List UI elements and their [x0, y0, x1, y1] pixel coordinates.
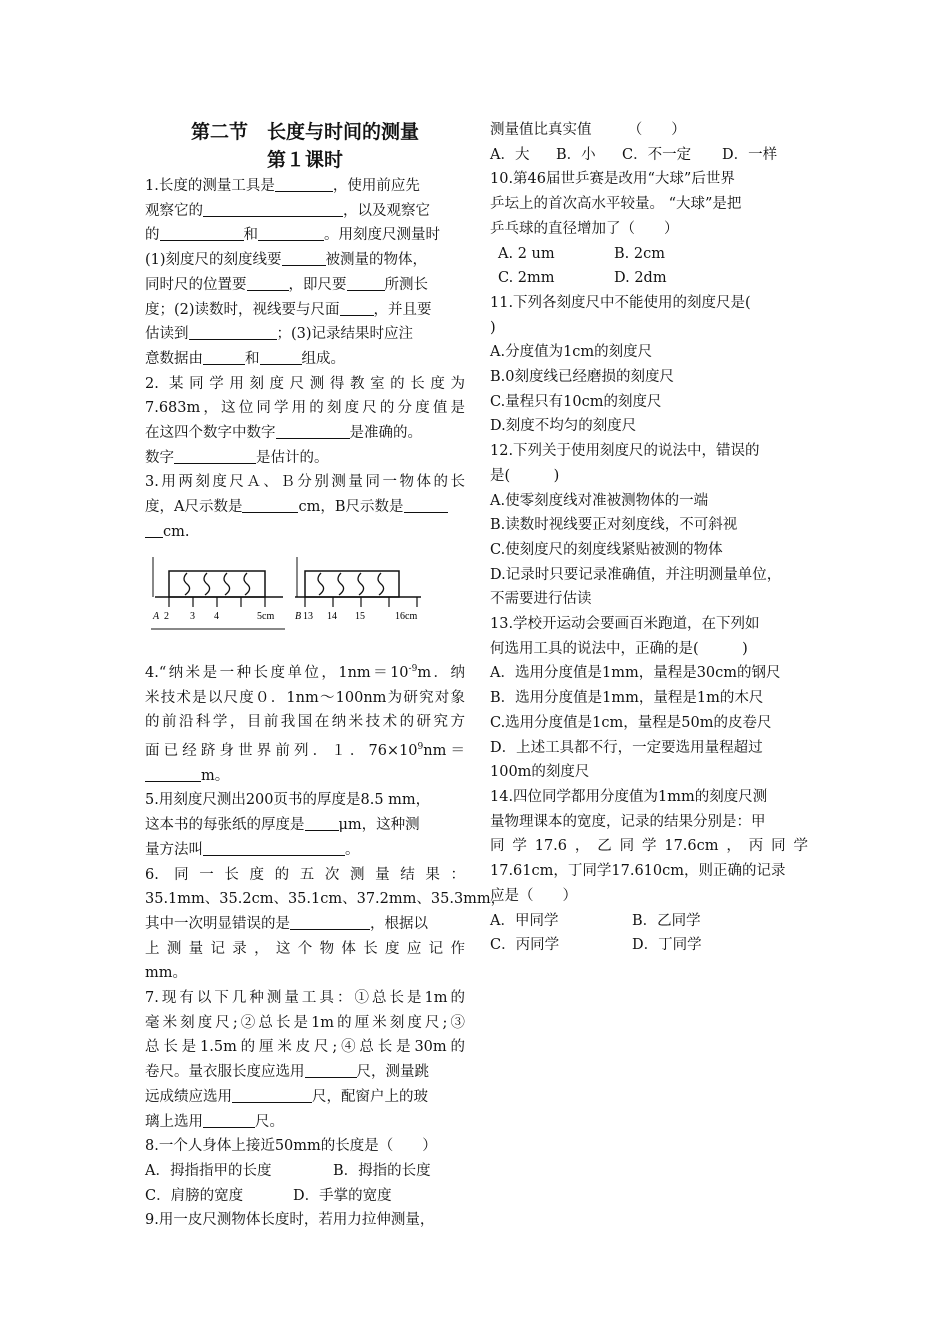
q11-option-d[interactable]: D.刻度不均匀的刻度尺 — [490, 418, 637, 435]
q9-option-c[interactable]: C．不一定 — [622, 146, 692, 163]
q5-text: μm，这种测 — [338, 817, 420, 834]
q14-text: 17.61cm，丁同学17.610cm，则正确的记录 — [490, 863, 786, 880]
ruler-b-label: B — [295, 610, 302, 622]
q7-text: 毫米刻度尺;②总长是1m的厘米刻度尺;③ — [145, 1014, 465, 1031]
q8-stem: 8.一个人身体上接近50mm的长度是（ ） — [145, 1138, 437, 1155]
q6-text: 上测量记录，这个物体长度应记作 — [145, 940, 465, 957]
object-wave-a — [244, 573, 250, 595]
page-title: 第二节 长度与时间的测量 — [190, 121, 419, 143]
object-wave-a — [204, 573, 210, 595]
ruler-diagram — [145, 553, 429, 635]
answer-blank[interactable] — [340, 300, 374, 316]
q10-text: 乒坛上的首次高水平较量。 “大球”是把 — [490, 196, 742, 213]
q1-text: ，以及观察它 — [343, 202, 430, 219]
question-2 — [145, 372, 465, 471]
q12-option-d-cont: 不需要进行估读 — [490, 591, 592, 608]
q1-text: 被测量的物体， — [325, 252, 428, 269]
q6-text: 其中一次明显错误的是 — [145, 915, 290, 932]
q2-text: 7.683m，这位同学用的刻度尺的分度值是 — [145, 400, 465, 417]
q9-option-a[interactable]: A．大 — [490, 146, 530, 163]
q7-text: 卷尺。量衣服长度应选用 — [145, 1064, 305, 1081]
q14-text: 14.四位同学都用分度值为1mm的刻度尺测 — [490, 788, 768, 805]
object-wave-b — [338, 573, 344, 595]
object-wave-a — [184, 573, 190, 595]
answer-blank[interactable] — [232, 1087, 312, 1103]
q2-text: 2. 某同学用刻度尺测得教室的长度为 — [145, 375, 465, 392]
q4-text: nm＝ — [423, 743, 465, 760]
q4-text: 4.“纳米是一种长度单位，1nm＝10 — [145, 665, 409, 682]
q7-text: 7.现有以下几种测量工具：①总长是1m的 — [145, 990, 465, 1007]
q12-option-d[interactable]: D.记录时只要记录准确值，并注明测量单位， — [490, 566, 782, 583]
q8-option-a[interactable]: A．拇指指甲的长度 — [145, 1162, 272, 1179]
q8-option-d[interactable]: D．手掌的宽度 — [293, 1187, 392, 1204]
object-wave-a — [224, 573, 230, 595]
q6-text: mm。 — [145, 965, 187, 982]
question-11 — [490, 291, 808, 439]
answer-blank[interactable] — [189, 324, 277, 340]
q12-option-a[interactable]: A.使零刻度线对准被测物体的一端 — [490, 492, 709, 509]
q6-text: ，根据以 — [370, 915, 428, 932]
q2-text: 数字 — [145, 449, 174, 466]
question-5 — [145, 788, 465, 862]
q13-text: 何选用工具的说法中，正确的是( ) — [490, 640, 748, 657]
q13-text: 13.学校开运动会要画百米跑道，在下列如 — [490, 616, 760, 633]
q1-text: ，即尺要 — [288, 276, 347, 293]
question-8 — [145, 1134, 465, 1208]
q13-option-a[interactable]: A．选用分度值是1mm，量程是30cm的钢尺 — [490, 665, 781, 682]
q1-text: 1.长度的测量工具是 — [145, 178, 275, 194]
question-14 — [490, 785, 808, 958]
q5-text: 5.用刻度尺测出200页书的厚度是8.5 mm， — [145, 792, 431, 809]
answer-blank[interactable] — [305, 815, 339, 831]
answer-blank[interactable] — [160, 225, 244, 241]
q7-text: 尺，配窗户上的玻 — [312, 1088, 428, 1105]
ruler-a-tick-label: 3 — [190, 610, 195, 622]
q14-option-c[interactable]: C．丙同学 — [490, 937, 560, 954]
q10-text: 乒乓球的直径增加了（ ） — [490, 220, 679, 237]
q13-option-d-cont: 100m的刻度尺 — [490, 764, 590, 781]
q4-text: m。 — [201, 767, 230, 784]
answer-blank[interactable] — [275, 176, 333, 192]
ruler-a — [151, 557, 285, 629]
q13-option-d[interactable]: D．上述工具都不行，一定要选用量程超过 — [490, 739, 763, 756]
q1-text: 和 — [243, 227, 258, 244]
q4-exponent: 9 — [417, 742, 424, 753]
answer-blank[interactable] — [174, 448, 256, 464]
q1-text: 观察它的 — [145, 202, 203, 219]
question-12 — [490, 439, 808, 612]
answer-blank[interactable] — [242, 497, 298, 513]
ruler-b — [295, 557, 421, 622]
q3-text: cm，B尺示数是 — [298, 499, 404, 516]
q3-text: 3.用两刻度尺Ａ、Ｂ分别测量同一物体的长 — [145, 474, 465, 491]
answer-blank[interactable] — [203, 201, 343, 217]
q14-text: 同学17.6，乙同学17.6cm，丙同学 — [490, 838, 808, 855]
answer-blank[interactable] — [203, 349, 245, 365]
q1-text: 组成。 — [301, 350, 345, 367]
q12-text: 是( ) — [490, 467, 560, 484]
answer-blank[interactable] — [347, 275, 385, 291]
q9-text: 9.用一皮尺测物体长度时，若用力拉伸测量， — [145, 1212, 435, 1229]
q2-text: 是准确的。 — [349, 425, 422, 442]
q5-text: 量方法叫 — [145, 841, 203, 858]
q9-option-d[interactable]: D．一样 — [722, 146, 778, 163]
object-wave-b — [378, 573, 384, 595]
q8-option-c[interactable]: C．肩膀的宽度 — [145, 1187, 244, 1204]
answer-blank[interactable] — [276, 423, 350, 439]
q8-option-b[interactable]: B．拇指的长度 — [333, 1162, 431, 1179]
q1-text: 同时尺的位置要 — [145, 276, 247, 293]
q9-option-b[interactable]: B．小 — [556, 146, 596, 163]
q7-text: 远成绩应选用 — [145, 1088, 232, 1105]
q4-text: 的前沿科学，目前我国在纳米技术的研究方 — [145, 714, 465, 731]
measured-object-a — [169, 571, 265, 597]
answer-blank[interactable] — [282, 250, 326, 266]
q1-text: ，并且要 — [373, 301, 432, 318]
q10-option-b[interactable]: B. 2cm — [614, 245, 665, 262]
ruler-b-tick-label: 15 — [355, 610, 365, 622]
q11-option-a[interactable]: A.分度值为1cm的刻度尺 — [490, 344, 653, 361]
q11-option-b[interactable]: B.0刻度线已经磨损的刻度尺 — [490, 369, 674, 386]
question-1 — [145, 174, 465, 372]
left-column — [145, 118, 506, 1233]
q1-text: 估读到 — [145, 326, 189, 343]
q10-text: 10.第46届世乒赛是改用“大球”后世界 — [490, 171, 735, 188]
answer-blank[interactable] — [145, 766, 201, 782]
q1-text: (1)刻度尺的刻度线要 — [145, 252, 282, 269]
answer-blank[interactable] — [305, 1062, 357, 1078]
object-wave-b — [358, 573, 364, 595]
answer-blank[interactable] — [258, 225, 324, 241]
q10-option-c[interactable]: C. 2mm — [498, 270, 555, 287]
question-10 — [490, 167, 808, 291]
answer-blank[interactable] — [260, 349, 302, 365]
ruler-b-tick-label: 16cm — [395, 610, 418, 622]
q2-text: 在这四个数字中数字 — [145, 425, 276, 442]
q9-text: 测量值比真实值 （ ） — [490, 122, 686, 138]
question-9-end — [490, 118, 808, 167]
answer-blank[interactable] — [247, 275, 289, 291]
ruler-a-tick-label: 5cm — [257, 610, 275, 622]
q11-text: 11.下列各刻度尺中不能使用的刻度尺是( — [490, 294, 751, 311]
answer-blank[interactable] — [203, 1112, 255, 1128]
q12-option-c[interactable]: C.使刻度尺的刻度线紧贴被测的物体 — [490, 541, 723, 558]
q1-text: 。用刻度尺测量时 — [324, 227, 440, 244]
page-subtitle: 第１课时 — [266, 149, 343, 171]
answer-blank[interactable] — [404, 497, 448, 513]
question-7 — [145, 986, 465, 1134]
q6-text: 35.1mm、35.2cm、35.1cm、37.2mm、35.3mm， — [145, 891, 506, 908]
q1-text: ；(3)记录结果时应注 — [276, 326, 414, 343]
q5-text: 这本书的每张纸的厚度是 — [145, 817, 305, 834]
q1-text: 和 — [245, 350, 260, 367]
q12-option-b[interactable]: B.读数时视线要正对刻度线，不可斜视 — [490, 517, 738, 534]
question-3 — [145, 470, 465, 643]
q1-text: ，使用前应先 — [332, 178, 420, 194]
ruler-b-tick-label: 13 — [303, 610, 313, 622]
q14-option-b[interactable]: B．乙同学 — [632, 912, 701, 929]
q11-text: ) — [490, 319, 496, 336]
q4-text: 面已经跻身世界前列．１．76×10 — [145, 743, 418, 760]
object-wave-b — [318, 573, 324, 595]
q10-option-a[interactable]: A. 2 um — [498, 245, 555, 262]
q7-text: 尺，测量跳 — [356, 1064, 429, 1081]
q4-exponent: -9 — [408, 664, 418, 675]
q1-text: 度；(2)读数时，视线要与尺面 — [145, 301, 340, 318]
q7-text: 璃上选用 — [145, 1113, 203, 1130]
ruler-a-label: A — [153, 610, 160, 622]
q2-text: 是估计的。 — [256, 449, 329, 466]
q14-text: 应是（ ） — [490, 887, 577, 904]
answer-blank[interactable] — [145, 522, 163, 538]
q3-text: cm. — [163, 523, 190, 540]
q13-option-b[interactable]: B．选用分度值是1mm，量程是1m的木尺 — [490, 690, 764, 707]
q1-text: 所测长 — [384, 276, 428, 293]
q12-text: 12.下列关于使用刻度尺的说法中，错误的 — [490, 443, 760, 460]
q14-option-a[interactable]: A．甲同学 — [490, 912, 559, 929]
question-6 — [145, 863, 506, 987]
q4-text: 米技术是以尺度０．1nm～100nm为研究对象 — [145, 689, 465, 706]
ruler-figure — [145, 553, 465, 644]
answer-blank[interactable] — [290, 914, 370, 930]
q1-text: 的 — [145, 227, 160, 244]
q11-option-c[interactable]: C.量程只有10cm的刻度尺 — [490, 393, 662, 410]
q14-option-d[interactable]: D．丁同学 — [632, 937, 702, 954]
question-4 — [145, 657, 465, 788]
q1-text: 意数据由 — [145, 350, 203, 367]
right-column — [490, 118, 808, 958]
ruler-a-tick-label: 4 — [214, 610, 219, 622]
q7-text: 尺。 — [255, 1113, 284, 1130]
q10-option-d[interactable]: D. 2dm — [614, 270, 667, 287]
q3-text: 度，A尺示数是 — [145, 499, 243, 516]
q14-text: 量物理课本的宽度，记录的结果分别是：甲 — [490, 813, 766, 830]
q6-text: 6. 同一长度的五次测量结果： — [145, 866, 465, 883]
question-9-start — [145, 1208, 465, 1233]
q13-option-c[interactable]: C.选用分度值是1cm，量程是50m的皮卷尺 — [490, 714, 772, 731]
q4-text: m．纳 — [417, 665, 466, 682]
ruler-b-tick-label: 14 — [327, 610, 337, 622]
ruler-a-tick-label: 2 — [164, 610, 169, 622]
q5-text: 。 — [345, 841, 360, 858]
q7-text: 总长是1.5m的厘米皮尺;④总长是30m的 — [145, 1039, 465, 1056]
answer-blank[interactable] — [203, 840, 345, 856]
question-13 — [490, 612, 808, 785]
